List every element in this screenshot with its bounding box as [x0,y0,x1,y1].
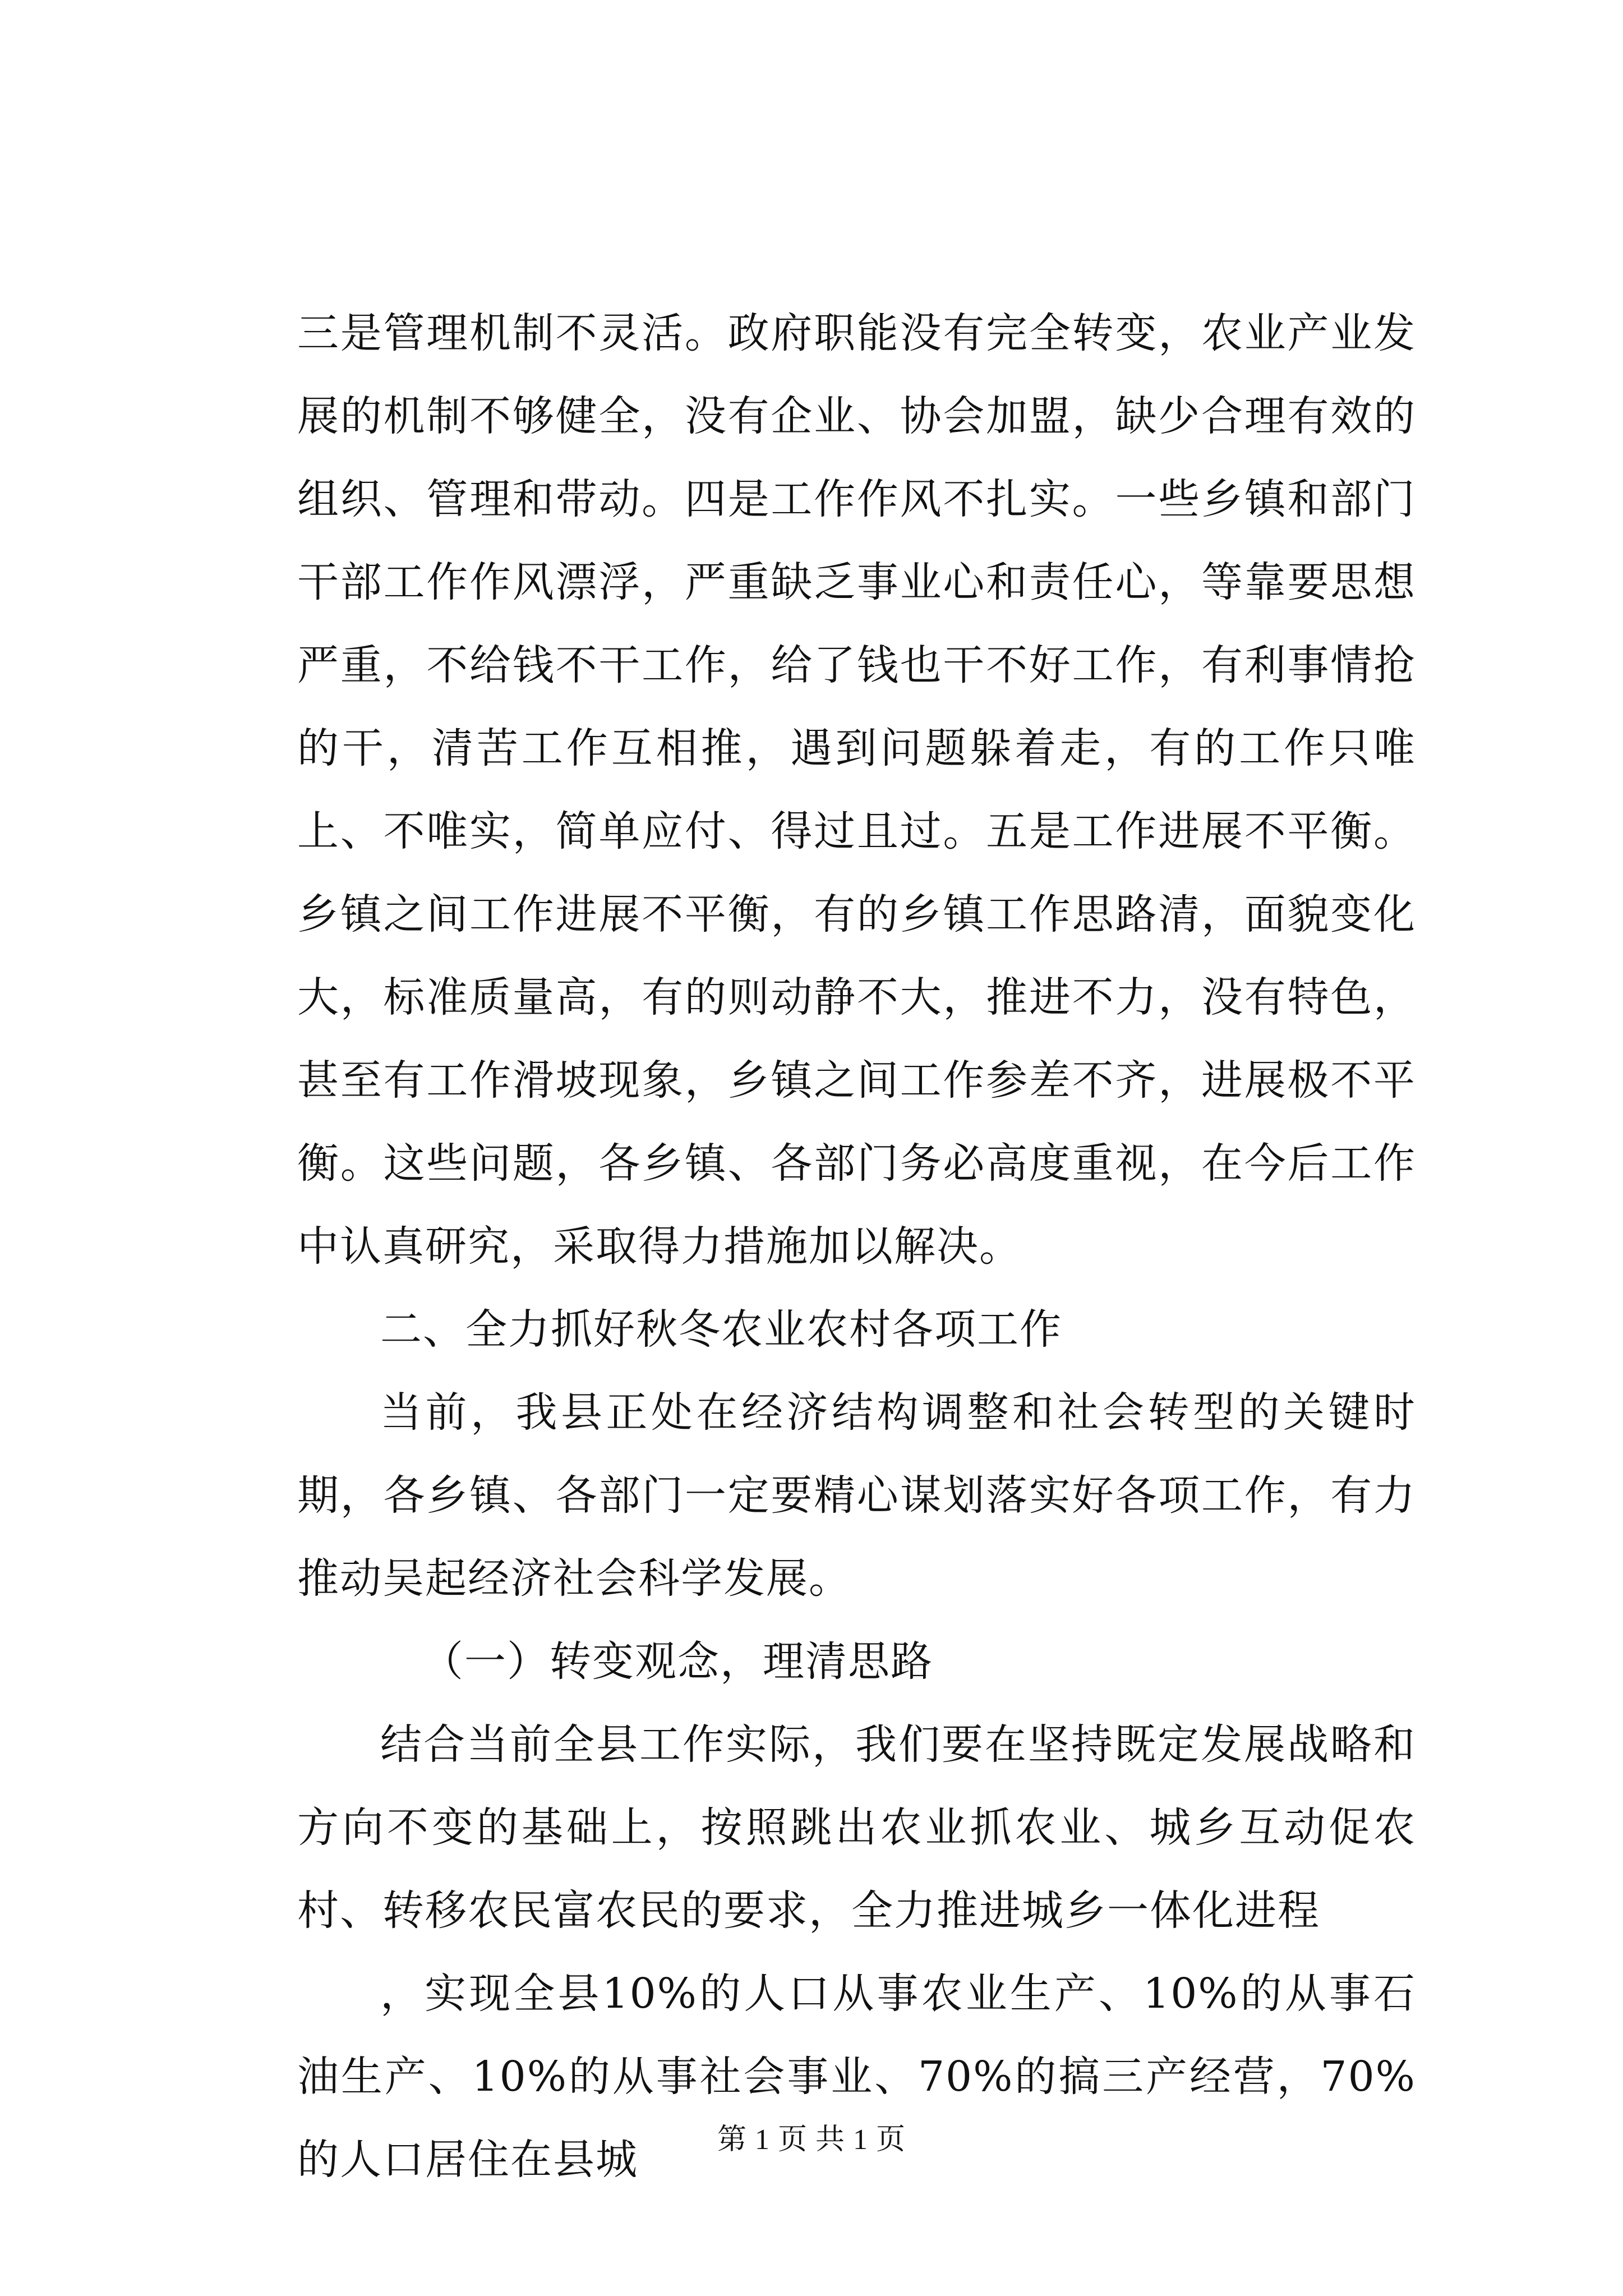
section-heading-autumn-winter-work: 二、全力抓好秋冬农业农村各项工作 [380,1305,1062,1354]
body-paragraph-population-targets: ，实现全县10%的人口从事农业生产、10%的从事石油生产、10%的从事社会事业、70%的搞三产经营，70%的人口居住在县城 [297,1970,1416,2184]
document-body [297,292,1416,2201]
subsection-heading-change-concepts: （一）转变观念，理清思路 [422,1637,933,1686]
body-paragraph-problems: 三是管理机制不灵活。政府职能没有完全转变，农业产业发展的机制不够健全，没有企业、协会加盟，缺少合理有效的组织、管理和带动。四是工作作风不扎实。一些乡镇和部门干部工作作风漂浮，严重缺乏事业心和责任心，等靠要思想严重，不给钱不干工作，给了钱也干不好工作，有利事情抢的干，清苦工作互相推，遇到问题躲着走，有的工作只唯上、不唯实，简单应付、得过且过。五是工作进展不平衡。乡镇之间工作进展不平衡，有的乡镇工作思路清，面貌变化大，标准质量高，有的则动静不大，推进不力，没有特色，甚至有工作滑坡现象，乡镇之间工作参差不齐，进展极不平衡。这些问题，各乡镇、各部门务必高度重视，在今后工作中认真研究，采取得力措施加以解决。 [297,309,1416,1271]
body-paragraph-work-reality: 结合当前全县工作实际，我们要在坚持既定发展战略和方向不变的基础上，按照跳出农业抓农业、城乡互动促农村、转移农民富农民的要求，全力推进城乡一体化进程 [297,1720,1416,1935]
body-paragraph-current-period: 当前，我县正处在经济结构调整和社会转型的关键时期，各乡镇、各部门一定要精心谋划落实好各项工作，有力推动吴起经济社会科学发展。 [297,1388,1416,1603]
page-footer: 第 1 页 共 1 页 [717,2124,906,2156]
